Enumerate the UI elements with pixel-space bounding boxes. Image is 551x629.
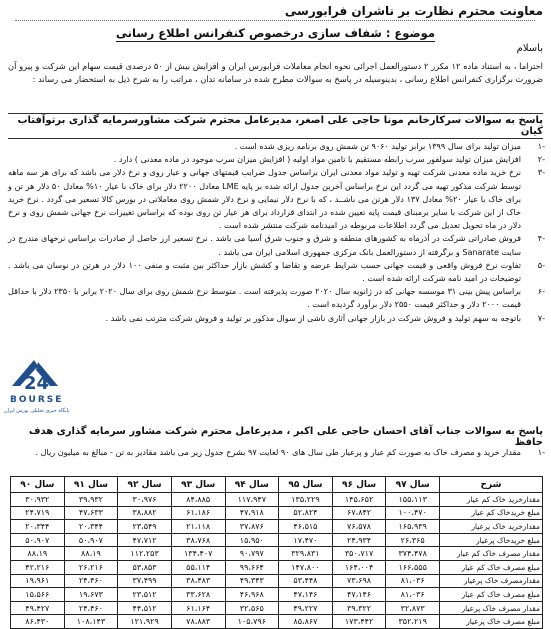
table-cell: ۱۲۱،۹۲۹ bbox=[118, 615, 172, 629]
table-cell: ۵۲،۸۲۴ bbox=[279, 506, 333, 520]
column-header: سال ۹۴ bbox=[225, 477, 279, 493]
row-label: مقدارخرید خاک پرعیار bbox=[440, 520, 543, 534]
table-cell: ۶۷،۸۴۲ bbox=[332, 506, 386, 520]
subject-line bbox=[8, 26, 543, 42]
table-cell: ۱۷۳،۴۴۲ bbox=[332, 615, 386, 629]
answer-number: ۱- bbox=[537, 141, 545, 151]
table-row bbox=[11, 601, 543, 615]
table-cell: ۲۱،۱۱۸ bbox=[171, 520, 225, 534]
table-cell: ۲۴،۴۶۰ bbox=[64, 601, 118, 615]
table-cell: ۲۴،۹۳۴ bbox=[332, 533, 386, 547]
table-cell: ۹۰،۷۹۷ bbox=[225, 547, 279, 561]
table-cell: ۱۵،۹۵۰ bbox=[225, 533, 279, 547]
row-label: مبلغ مصرف خاک کم عیار bbox=[440, 588, 543, 602]
table-cell: ۹۹،۶۶۴ bbox=[225, 560, 279, 574]
table-cell: ۲۳،۵۱۲ bbox=[118, 588, 172, 602]
bourse24-logo bbox=[0, 356, 112, 416]
answer-item bbox=[8, 285, 545, 311]
table-cell: ۲۴،۷۱۹ bbox=[11, 506, 65, 520]
table-row bbox=[11, 574, 543, 588]
table-cell: ۱۴۵،۶۵۲ bbox=[332, 493, 386, 507]
row-label: مقدارمصرف خاک پرعیار bbox=[440, 574, 543, 588]
answer-item bbox=[8, 166, 545, 232]
table-cell: ۵۳،۴۴۸ bbox=[279, 574, 333, 588]
answer-text: تفاوت نرخ فروش واقعی و قیمت جهانی حسب شرایط عرضه و تقاضا و کشش بازار حداکثر بین مثبت و منفی ۱۰۰ دلار در هرتن در نوسان می باشد . توضیحات در امید نامه شرکت ارائه شده است . bbox=[8, 259, 521, 284]
answer-number: ۱- bbox=[537, 447, 545, 457]
table-cell: ۲۰،۳۴۴ bbox=[64, 520, 118, 534]
table-cell: ۲۶،۳۶۵ bbox=[386, 533, 440, 547]
logo-caption: پایگاه خبری تحلیلی بورس ایران bbox=[4, 408, 70, 414]
table-header-row bbox=[11, 477, 543, 493]
table-cell: ۱۶۴،۰۰۴ bbox=[332, 560, 386, 574]
row-label: مبلغ مصرف خاک کم عیار bbox=[440, 560, 543, 574]
answer-text: افزایش میزان تولید سولفور سرب رابطه مستقیم با تامین مواد اولیه ( افزایش میزان سرب موجود در ماده معدنی ) دارد . bbox=[113, 154, 521, 165]
table-row bbox=[11, 533, 543, 547]
table-cell: ۸۸،۱۹ bbox=[64, 547, 118, 561]
table-cell: ۱۴۷،۸۰۰ bbox=[279, 560, 333, 574]
table-cell: ۳۸،۴۸۳ bbox=[171, 574, 225, 588]
table-cell: ۳۷،۸۷۶ bbox=[225, 520, 279, 534]
table-cell: ۲۳،۵۴۹ bbox=[118, 520, 172, 534]
row-label: مبلغ خریدخاک پرعیار bbox=[440, 533, 543, 547]
table-cell: ۴۹،۴۲۷ bbox=[11, 601, 65, 615]
table-cell: ۳۸،۸۸۲ bbox=[118, 506, 172, 520]
table-cell: ۱۰۸،۱۴۳ bbox=[64, 615, 118, 629]
table-cell: ۴۷،۹۱۸ bbox=[225, 506, 279, 520]
greeting: باسلام bbox=[516, 43, 543, 54]
section1-answers bbox=[8, 140, 545, 325]
answer-item bbox=[8, 232, 545, 258]
row-label: مبلغ خریدخاک کم عیار bbox=[440, 506, 543, 520]
answer-number: ۶- bbox=[537, 286, 545, 297]
table-cell: ۱۰۵،۷۹۶ bbox=[225, 615, 279, 629]
table-cell: ۶۱،۱۶۴ bbox=[171, 601, 225, 615]
table-cell: ۳۲۹،۸۳۱ bbox=[279, 547, 333, 561]
table-cell: ۳۲،۵۶۵ bbox=[225, 601, 279, 615]
table-cell: ۷۸،۸۸۳ bbox=[171, 615, 225, 629]
table-cell: ۸۴،۸۸۵ bbox=[171, 493, 225, 507]
table-cell: ۶۱،۱۸۶ bbox=[171, 506, 225, 520]
column-header: سال ۹۶ bbox=[332, 477, 386, 493]
table-cell: ۳۵۲،۲۱۹ bbox=[386, 615, 440, 629]
table-cell: ۵۰،۹۰۷ bbox=[64, 533, 118, 547]
row-label: مقدارخرید خاک کم عیار bbox=[440, 493, 543, 507]
column-header: سال ۹۳ bbox=[171, 477, 225, 493]
answer-text: مقدار خرید و مصرف خاک به صورت کم عیار و پرعیار طی سال های ۹۰ لغایت ۹۷ بشرح جدول زیر می باشد مقادیر به تن - مبالغ به میلیون ریال . bbox=[35, 447, 521, 457]
table-row bbox=[11, 520, 543, 534]
table-cell: ۴۹،۳۴۳ bbox=[225, 574, 279, 588]
answer-number: ۳- bbox=[537, 167, 545, 178]
answer-text: باتوجه به سهم تولید و فروش شرکت در بازار جهانی آثاری ناشی از سوال مذکور بر تولید و فروش شرکت مترتب نمی باشد . bbox=[105, 312, 521, 323]
answer-text: نرخ خرید ماده معدنی شرکت تهیه و تولید مواد معدنی ایران براساس جدول ضرایب قیمتهای جهانی و عیار روی و نرخ دلار می باشد که برای هر سه ماهه توسط شرکت مذکور تهیه می گردد این نرخ براساس آخرین جدول ارائه شده بر پایه LME معادل ۲۲۰۰ دلار برای خاک با عیار ۱۰% معادل ۵۰ دلار هر تن و برای خاک با عیار ۲۰% معادل ۱۳۷ دلار هرتن می باشــد ، که با نرخ دلار نیمایی و نرخ دلار شمش روی معاملاتی در بورس کالا تسعیر می گردد . نرخ خرید خاک از این شرکت با سایر برمبنای قیمت پایه تعیین شده در ابتدای قرارداد برای هر عیار تن روی بوده که براساس تغییرات نرخ جهانی شمش روی و نرخ دلار در ماه تحویل تعدیل می گردد اطلاعات مربوطه در امیدنامه شرکت منتشر شده است . bbox=[8, 167, 522, 231]
answer-number: ۲- bbox=[537, 154, 545, 165]
column-header: سال ۹۱ bbox=[64, 477, 118, 493]
table-cell: ۱۶۵،۹۳۹ bbox=[386, 520, 440, 534]
table-row bbox=[11, 588, 543, 602]
table-cell: ۱۷،۴۷۰ bbox=[279, 533, 333, 547]
table-cell: ۵۵،۱۱۴ bbox=[171, 560, 225, 574]
table-cell: ۵۳،۸۵۳ bbox=[118, 560, 172, 574]
table-cell: ۸۵،۸۶۷ bbox=[279, 615, 333, 629]
intro-paragraph: احتراما ، به استناد ماده ۱۲ مکرر ۲ دستورالعمل اجرائی نحوه انجام معاملات فرابورس ایران و افزایش بیش از ۵۰ درصدی قیمت سهام این شرکت و پیرو آن ضرورت برگزاری کنفرانس اطلاع رسانی ، بدینوسیله در پاسخ به سوالات مطرح شده در سامانه تدان ، مراتب را به شرح ذیل به استحضار می رساند : bbox=[8, 61, 543, 85]
table-cell: ۸۱،۰۳۶ bbox=[386, 588, 440, 602]
table-cell: ۴۶،۵۱۵ bbox=[279, 520, 333, 534]
table-cell: ۳۰،۹۷۶ bbox=[118, 493, 172, 507]
answer-number: ۷- bbox=[537, 312, 545, 323]
table-cell: ۳۹،۹۳۲ bbox=[64, 493, 118, 507]
addressee-heading: معاونت محترم نظارت بر ناشران فرابورسی bbox=[284, 4, 543, 18]
answer-text: فروش صادراتی شرکت در آذرماه به کشورهای منطقه و شرق و جنوب شرق آسیا می باشد . نرخ تسعیر ارز حاصل از صادرات براساس نرخهای مندرج در سایت Sanarate و برگرفته از دستورالعمل بانک مرکزی جمهوری اسلامی ایران می باشد . bbox=[8, 233, 521, 257]
answer-item bbox=[8, 140, 545, 153]
answer-item bbox=[8, 153, 545, 166]
table-cell: ۳۸،۷۶۸ bbox=[171, 533, 225, 547]
table-cell: ۷۳،۶۹۸ bbox=[332, 574, 386, 588]
section1-heading: پاسخ به سوالات سرکارخانم مونا حاجی علی اصغر، مدیرعامل محترم شرکت مشاورسرمایه گذاری برتوآفتاب کیان bbox=[8, 113, 543, 139]
table-cell: ۱۳۵،۲۲۹ bbox=[279, 493, 333, 507]
column-header: سال ۹۲ bbox=[118, 477, 172, 493]
table-row bbox=[11, 547, 543, 561]
answer-number: ۵- bbox=[537, 259, 545, 270]
section2-heading: پاسخ به سوالات جناب آقای احسان حاجی علی اکبر ، مدیرعامل محترم شرکت مشاور سرمایه گذاری هدف حافظ bbox=[28, 426, 543, 448]
answer-item bbox=[8, 312, 545, 325]
table-cell: ۲۴،۴۶۰ bbox=[64, 574, 118, 588]
table-cell: ۳۹،۳۲۲ bbox=[332, 601, 386, 615]
column-header: شرح bbox=[440, 477, 543, 493]
column-header: سال ۹۷ bbox=[386, 477, 440, 493]
table-cell: ۱۰۰،۴۷۰ bbox=[386, 506, 440, 520]
row-label: مبلغ مصرف خاک پرعیار bbox=[440, 615, 543, 629]
table-cell: ۸۱،۰۳۶ bbox=[386, 574, 440, 588]
logo-mark bbox=[0, 356, 112, 416]
table-cell: ۱۹،۹۶۱ bbox=[11, 574, 65, 588]
subject-text: موضوع : شفاف سازی درخصوص کنفرانس اطلاع رسانی bbox=[116, 26, 435, 40]
answer-item bbox=[8, 259, 545, 285]
logo-brand: BOURSE bbox=[10, 395, 64, 405]
table-cell: ۸۶،۴۳۰ bbox=[11, 615, 65, 629]
table-cell: ۱۱۷،۹۴۷ bbox=[225, 493, 279, 507]
answer-number: ۴- bbox=[537, 233, 545, 244]
table-cell: ۴۷،۱۴۶ bbox=[332, 588, 386, 602]
table-cell: ۴۶،۹۶۸ bbox=[225, 588, 279, 602]
table-cell: ۳۲،۸۷۳ bbox=[386, 601, 440, 615]
table-cell: ۲۰،۳۴۴ bbox=[11, 520, 65, 534]
table-cell: ۱۱۲،۲۵۳ bbox=[118, 547, 172, 561]
table-cell: ۱۵،۵۶۶ bbox=[11, 588, 65, 602]
row-label: مقدار مصرف خاک کم عیار bbox=[440, 547, 543, 561]
table-cell: ۱۳۴،۴۰۷ bbox=[171, 547, 225, 561]
table-cell: ۷۶،۵۷۸ bbox=[332, 520, 386, 534]
table-row bbox=[11, 506, 543, 520]
divider bbox=[15, 20, 535, 21]
table-cell: ۱۵۵،۱۱۳ bbox=[386, 493, 440, 507]
table-cell: ۵۰،۹۰۷ bbox=[11, 533, 65, 547]
table-cell: ۴۷،۷۱۲ bbox=[118, 533, 172, 547]
column-header: سال ۹۰ bbox=[11, 477, 65, 493]
column-header: سال ۹۵ bbox=[279, 477, 333, 493]
table-cell: ۲۶،۲۱۶ bbox=[64, 560, 118, 574]
table-cell: ۴۹،۲۲۷ bbox=[279, 601, 333, 615]
table-cell: ۳۷،۴۹۹ bbox=[118, 574, 172, 588]
section2-answer bbox=[8, 446, 545, 459]
table-cell: ۸۸،۱۹ bbox=[11, 547, 65, 561]
table-row bbox=[11, 560, 543, 574]
row-label: مقدار مصرف خاک پرعیار bbox=[440, 601, 543, 615]
table-cell: ۴۷،۱۴۶ bbox=[279, 588, 333, 602]
logo-number: 24 bbox=[24, 373, 50, 394]
answer-text: میزان تولید برای سال ۱۳۹۹ برابر تولید ۹۰۶۰ تن شمش روی برنامه ریزی شده است . bbox=[234, 141, 521, 151]
table-cell: ۴۴،۵۱۲ bbox=[118, 601, 172, 615]
table-cell: ۴۷،۶۳۳ bbox=[64, 506, 118, 520]
table-cell: ۳۳،۶۲۸ bbox=[171, 588, 225, 602]
table-cell: ۳۰،۹۳۲ bbox=[11, 493, 65, 507]
ore-purchase-consumption-table bbox=[10, 476, 543, 629]
table-cell: ۳۷۴،۴۷۸ bbox=[386, 547, 440, 561]
table-cell: ۱۶۶،۵۵۵ bbox=[386, 560, 440, 574]
table-row bbox=[11, 493, 543, 507]
answer-text: براساس پیش بینی ۳۱ موسسه جهانی که در ژانویه سال ۲۰۲۰ صورت پذیرفته است . متوسط نرخ شمش روی برای سال ۲۰۲۰ برابر با ۲۳۵۰ دلار با حداقل قیمت ۲۰۰۰ دلار و حداکثر قیمت ۲۵۵۰ دلار برآورد گردیده است . bbox=[8, 286, 521, 310]
table-cell: ۴۲،۲۱۶ bbox=[11, 560, 65, 574]
table-cell: ۱۹،۶۷۳ bbox=[64, 588, 118, 602]
table-cell: ۳۵۰،۷۱۷ bbox=[332, 547, 386, 561]
